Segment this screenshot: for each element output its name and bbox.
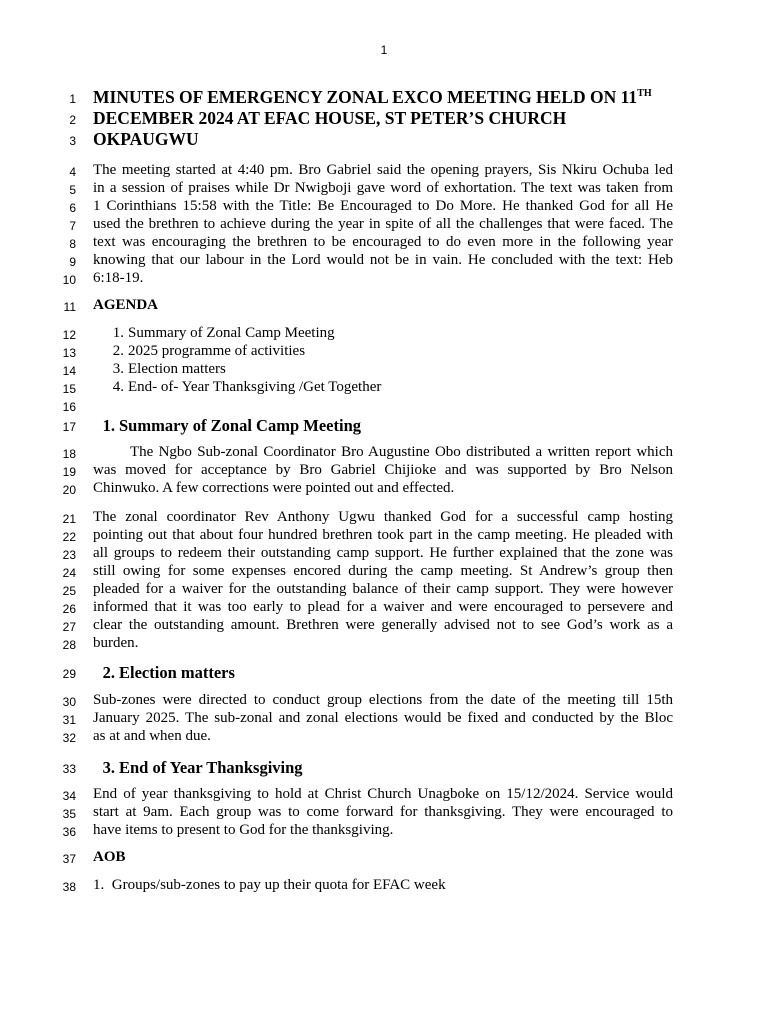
agenda-item: 4. End- of- Year Thanksgiving /Get Together bbox=[112, 379, 382, 395]
paragraph-line: clear the outstanding amount. Brethren were generally advised not to see God’s work as a bbox=[93, 617, 673, 633]
paragraph-line: in a session of praises while Dr Nwigboji gave word of exhortation. The text was taken from bbox=[93, 180, 673, 196]
section-heading-camp-meeting: 1. Summary of Zonal Camp Meeting bbox=[102, 416, 361, 435]
line-number: 6 bbox=[69, 201, 76, 215]
line-number: 36 bbox=[62, 825, 76, 839]
paragraph-line: burden. bbox=[93, 635, 139, 651]
line-number: 26 bbox=[62, 602, 76, 616]
paragraph-line: 1 Corinthians 15:58 with the Title: Be Encouraged to Do More. He thanked God for all He bbox=[93, 198, 673, 214]
line-number: 4 bbox=[69, 165, 76, 179]
line-number: 28 bbox=[62, 638, 76, 652]
line-number: 18 bbox=[62, 447, 76, 461]
aob-heading: AOB bbox=[93, 849, 126, 865]
line-number: 30 bbox=[62, 695, 76, 709]
paragraph-line: Sub-zones were directed to conduct group elections from the date of the meeting till 15th bbox=[93, 692, 673, 708]
line-number: 35 bbox=[62, 807, 76, 821]
paragraph-line: informed that it was too early to plead for a waiver and were encouraged to persevere and bbox=[93, 599, 673, 615]
paragraph-line: 6:18-19. bbox=[93, 270, 144, 286]
line-number: 15 bbox=[62, 382, 76, 396]
title-line-2: DECEMBER 2024 AT EFAC HOUSE, ST PETER’S CHURCH bbox=[93, 108, 567, 128]
title-line-1: MINUTES OF EMERGENCY ZONAL EXCO MEETING HELD ON 11TH bbox=[93, 87, 652, 107]
paragraph-line: pleaded for a waiver for the outstanding balance of their camp support. They were however bbox=[93, 581, 673, 597]
section-heading-election-matters: 2. Election matters bbox=[102, 663, 235, 682]
line-number: 8 bbox=[69, 237, 76, 251]
paragraph-line: The Ngbo Sub-zonal Coordinator Bro Augustine Obo distributed a written report which bbox=[130, 444, 673, 460]
paragraph-line: all groups to redeem their outstanding camp support. He further explained that the zone was bbox=[93, 545, 673, 561]
line-number: 32 bbox=[62, 731, 76, 745]
paragraph-line: as at and when due. bbox=[93, 728, 211, 744]
paragraph-line: knowing that our labour in the Lord would not be in vain. He concluded with the text: Heb bbox=[93, 252, 673, 268]
paragraph-line: text was encouraging the brethren to be encouraged to do even more in the following year bbox=[93, 234, 673, 250]
agenda-item: 1. Summary of Zonal Camp Meeting bbox=[112, 325, 335, 341]
line-number: 2 bbox=[69, 113, 76, 127]
paragraph-line: pointing out that about four hundred brethren took part in the camp meeting. He pleaded with bbox=[93, 527, 673, 543]
line-number: 14 bbox=[62, 364, 76, 378]
line-number: 24 bbox=[62, 566, 76, 580]
line-number: 20 bbox=[62, 483, 76, 497]
line-number: 25 bbox=[62, 584, 76, 598]
line-number: 31 bbox=[62, 713, 76, 727]
line-number: 38 bbox=[62, 880, 76, 894]
paragraph-line: End of year thanksgiving to hold at Christ Church Unagboke on 15/12/2024. Service would bbox=[93, 786, 673, 802]
line-number: 23 bbox=[62, 548, 76, 562]
line-number: 21 bbox=[62, 512, 76, 526]
paragraph-line: January 2025. The sub-zonal and zonal elections would be fixed and conducted by the Bloc bbox=[93, 710, 673, 726]
paragraph-line: start at 9am. Each group was to come forward for thanksgiving. They were encouraged to bbox=[93, 804, 673, 820]
line-number: 17 bbox=[62, 420, 76, 434]
paragraph-line: was moved for acceptance by Bro Gabriel Chijioke and was supported by Bro Nelson bbox=[93, 462, 673, 478]
line-number: 37 bbox=[62, 852, 76, 866]
line-number: 13 bbox=[62, 346, 76, 360]
section-heading-thanksgiving: 3. End of Year Thanksgiving bbox=[102, 758, 303, 777]
line-number: 7 bbox=[69, 219, 76, 233]
line-number: 22 bbox=[62, 530, 76, 544]
agenda-heading: AGENDA bbox=[93, 297, 159, 313]
agenda-item: 2. 2025 programme of activities bbox=[112, 343, 306, 359]
line-number: 27 bbox=[62, 620, 76, 634]
title-line-3: OKPAUGWU bbox=[93, 129, 199, 149]
line-number: 9 bbox=[69, 255, 76, 269]
line-number: 29 bbox=[62, 667, 76, 681]
line-number: 11 bbox=[63, 300, 76, 314]
paragraph-line: still owing for some expenses encored during the camp meeting. St Andrew’s group then bbox=[93, 563, 673, 579]
paragraph-line: The zonal coordinator Rev Anthony Ugwu thanked God for a successful camp hosting bbox=[93, 509, 673, 525]
line-number: 34 bbox=[62, 789, 76, 803]
page-number: 1 bbox=[380, 43, 388, 57]
line-number: 3 bbox=[69, 134, 76, 148]
paragraph-line: The meeting started at 4:40 pm. Bro Gabriel said the opening prayers, Sis Nkiru Ochuba led bbox=[93, 162, 673, 178]
line-number: 1 bbox=[69, 92, 76, 106]
agenda-item: 3. Election matters bbox=[112, 361, 226, 377]
line-number: 33 bbox=[62, 762, 76, 776]
line-number: 16 bbox=[62, 400, 76, 414]
paragraph-line: Chinwuko. A few corrections were pointed out and effected. bbox=[93, 480, 455, 496]
paragraph-line: used the brethren to achieve during the year in spite of all the challenges that were faced. The bbox=[93, 216, 673, 232]
line-number: 12 bbox=[62, 328, 76, 342]
line-number: 19 bbox=[62, 465, 76, 479]
paragraph-line: have items to present to God for the thanksgiving. bbox=[93, 822, 394, 838]
aob-item: 1. Groups/sub-zones to pay up their quota for EFAC week bbox=[93, 877, 446, 893]
line-number: 5 bbox=[69, 183, 76, 197]
line-number: 10 bbox=[62, 273, 76, 287]
